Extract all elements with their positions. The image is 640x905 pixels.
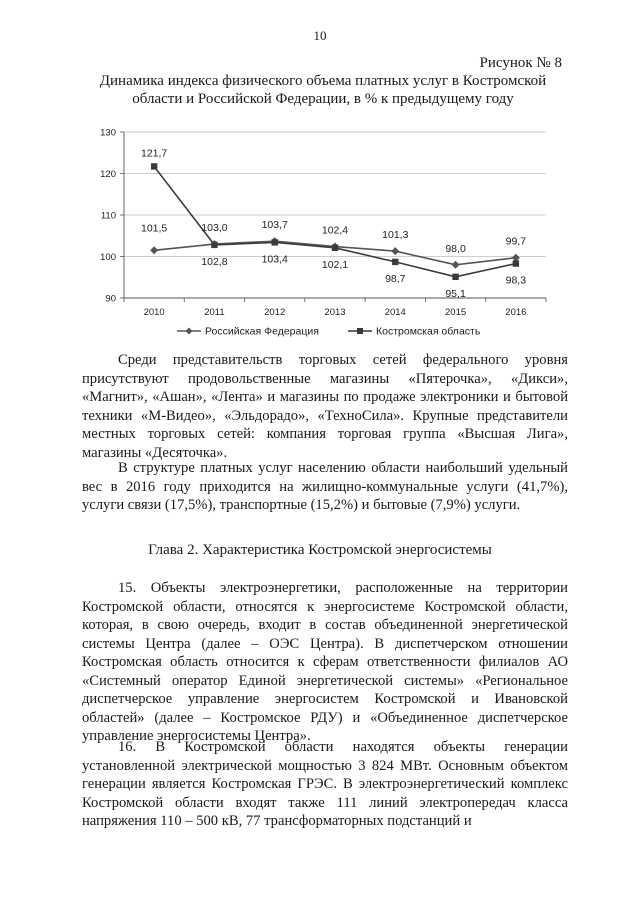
data-label-kostroma-2013: 102,1 [321, 258, 349, 271]
legend-marker-rf [186, 328, 193, 335]
data-label-kostroma-2010: 121,7 [141, 147, 168, 160]
legend-label-rf: Российская Федерация [205, 325, 319, 338]
paragraph-15-energy-system: 15. Объекты электроэнергетики, расположенные на территории Костромской области, относятся к энергосистеме Костромской области, которая, в свою очередь, входит в состав объединенной энергетической системы Центра (далее – ОЭС Центра). В диспетчерском отношении Костромская область относится к сферам ответственности филиалов АО «Системный оператор Единой энергетической системы» «Региональное диспетчерское управление энергосистем Костромской и Ивановской областей» (далее – Костромское РДУ) и «Объединенное диспетчерское управление энергосистемы Центра». [82, 580, 568, 744]
legend-marker-kostroma [357, 328, 363, 334]
line-chart [0, 0, 640, 350]
y-tick-label-120: 120 [100, 169, 116, 180]
data-label-rf-2010: 101,5 [141, 222, 168, 235]
x-tick-label-2014: 2014 [384, 307, 406, 318]
series-2-point-2013 [332, 245, 338, 251]
x-tick-label-2011: 2011 [204, 307, 225, 318]
data-label-kostroma-2015: 95,1 [445, 287, 466, 300]
x-tick-label-2015: 2015 [445, 307, 467, 318]
paragraph-services-structure: В структуре платных услуг населению области наибольший удельный вес в 2016 году приходится на жилищно-коммунальные услуги (41,7%), услуги связи (17,5%), транспортные (15,2%) и бытовые (7,9%) услуги. [82, 460, 568, 513]
y-tick-label-110: 110 [100, 210, 116, 222]
page-number: 10 [313, 28, 327, 43]
series-2-point-2011 [211, 242, 217, 248]
series-2-point-2010 [151, 163, 157, 169]
series-2-point-2012 [272, 239, 278, 245]
x-tick-label-2010: 2010 [143, 307, 165, 318]
y-tick-label-100: 100 [100, 252, 116, 263]
x-tick-label-2016: 2016 [505, 307, 527, 318]
series-1-point-2014 [391, 247, 399, 255]
chapter-title: Глава 2. Характеристика Костромской энергосистемы [148, 542, 492, 558]
figure-label: Рисунок № 8 [479, 55, 562, 71]
y-tick-label-130: 130 [100, 127, 116, 139]
legend-label-kostroma: Костромская область [376, 325, 481, 338]
data-label-rf-2013: 102,4 [321, 224, 349, 237]
x-tick-label-2013: 2013 [324, 307, 346, 318]
series-2-point-2016 [513, 260, 519, 266]
data-label-kostroma-2016: 98,3 [505, 274, 527, 287]
y-tick-label-90: 90 [105, 293, 116, 305]
x-tick-label-2012: 2012 [264, 307, 286, 318]
data-label-kostroma-2011: 102,8 [201, 255, 228, 268]
data-label-rf-2016: 99,7 [505, 235, 527, 248]
paragraph-16-generation: 16. В Костромской области находятся объекты генерации установленной электрической мощностью 3 824 МВт. Основным объектом генерации является Костромская ГРЭС. В электроэнергетический комплекс Костромской области входят также 111 линий электропередач класса напряжения 110 – 500 кВ, 77 трансформаторных подстанций и [82, 739, 568, 829]
data-label-rf-2011: 103,0 [201, 222, 228, 235]
data-label-rf-2014: 101,3 [382, 229, 409, 242]
data-label-kostroma-2012: 103,4 [261, 253, 288, 266]
series-1-point-2015 [452, 261, 460, 269]
series-1-point-2010 [150, 246, 158, 254]
series-2-point-2014 [392, 259, 398, 265]
data-label-kostroma-2014: 98,7 [385, 272, 406, 285]
data-label-rf-2015: 98,0 [445, 242, 466, 255]
figure-title: Динамика индекса физического объема платных услуг в Костромской области и Российской Федерации, в % к предыдущему году [99, 73, 547, 107]
data-label-rf-2012: 103,7 [261, 219, 288, 232]
paragraph-retail-chains: Среди представительств торговых сетей федерального уровня присутствуют продовольственные магазины «Пятерочка», «Дикси», «Магнит», «Ашан», «Лента» и магазины по продаже электроники и бытовой техники «М-Видео», «Эльдорадо», «ТехноСила». Крупные представители местных торговых сетей: компания торговая группа «Высшая Лига», магазины «Десяточка». [82, 352, 568, 461]
series-2-point-2015 [452, 274, 458, 280]
